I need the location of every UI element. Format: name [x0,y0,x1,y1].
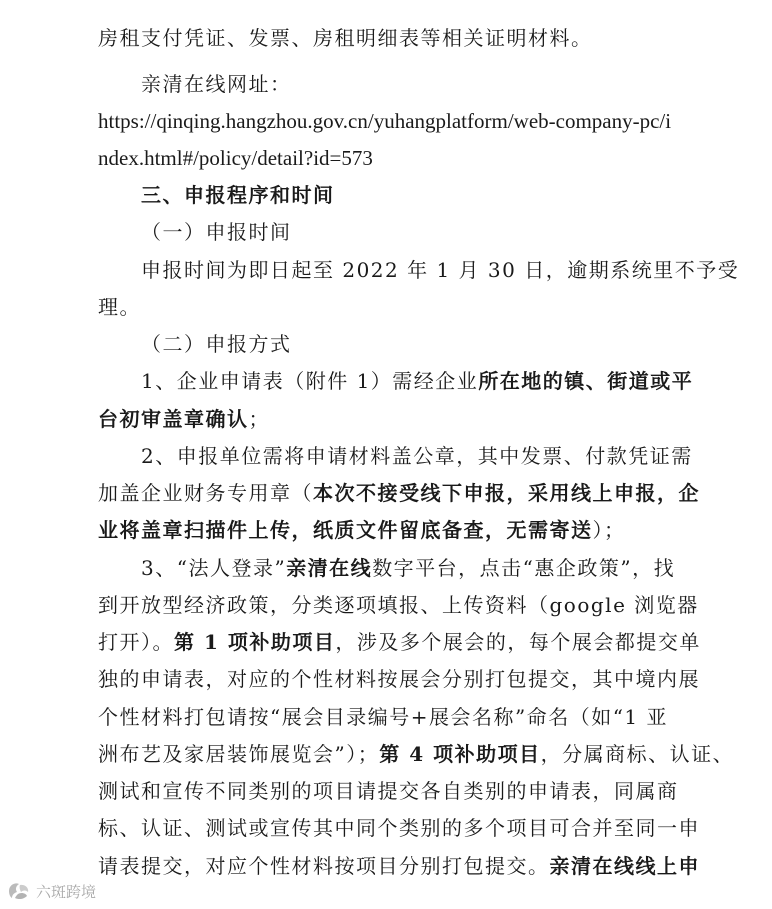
url-line: https://qinqing.hangzhou.gov.cn/yuhangplatform/web-company-pc/i [98,109,672,133]
url-line: ndex.html#/policy/detail?id=573 [98,146,373,170]
text-line: 打开）。第 1 项补助项目，涉及多个展会的，每个展会都提交单 [98,630,701,654]
text-line: 测试和宣传不同类别的项目请提交各自类别的申请表，同属商 [98,779,679,803]
text-line: 台初审盖章确认； [98,407,270,431]
watermark-text: 六斑跨境 [36,882,97,901]
subsection-heading: （一）申报时间 [141,220,292,244]
text-line: 业将盖章扫描件上传，纸质文件留底备查，无需寄送）； [98,518,626,542]
text-line: 理。 [98,295,141,319]
text-line: 1、企业申请表（附件 1）需经企业所在地的镇、街道或平 [141,369,694,393]
text-line: 到开放型经济政策，分类逐项填报、上传资料（google 浏览器 [98,593,699,617]
text-line: 独的申请表，对应的个性材料按展会分别打包提交，其中境内展 [98,667,700,691]
text-line: 标、认证、测试或宣传其中同个类别的多个项目可合并至同一申 [98,816,700,840]
text-line: 加盖企业财务专用章（本次不接受线下申报，采用线上申报，企 [98,481,700,505]
text-line: 洲布艺及家居装饰展览会”）；第 4 项补助项目，分属商标、认证、 [98,742,735,766]
text-line: 2、申报单位需将申请材料盖公章，其中发票、付款凭证需 [141,444,693,468]
section-heading: 三、申报程序和时间 [141,183,335,207]
text-line: 3、“法人登录”亲清在线数字平台，点击“惠企政策”，找 [141,556,676,580]
watermark [6,876,96,906]
subsection-heading: （二）申报方式 [141,332,292,356]
text-line: 亲清在线网址： [141,72,292,96]
text-line: 申报时间为即日起至 2022 年 1 月 30 日，逾期系统里不予受 [141,258,740,282]
watermark-logo-icon [6,880,32,902]
text-line: 个性材料打包请按“展会目录编号+展会名称”命名（如“1 亚 [98,705,669,729]
text-line: 请表提交，对应个性材料按项目分别打包提交。亲清在线线上申 [98,854,700,878]
text-line: 房租支付凭证、发票、房租明细表等相关证明材料。 [98,26,593,50]
